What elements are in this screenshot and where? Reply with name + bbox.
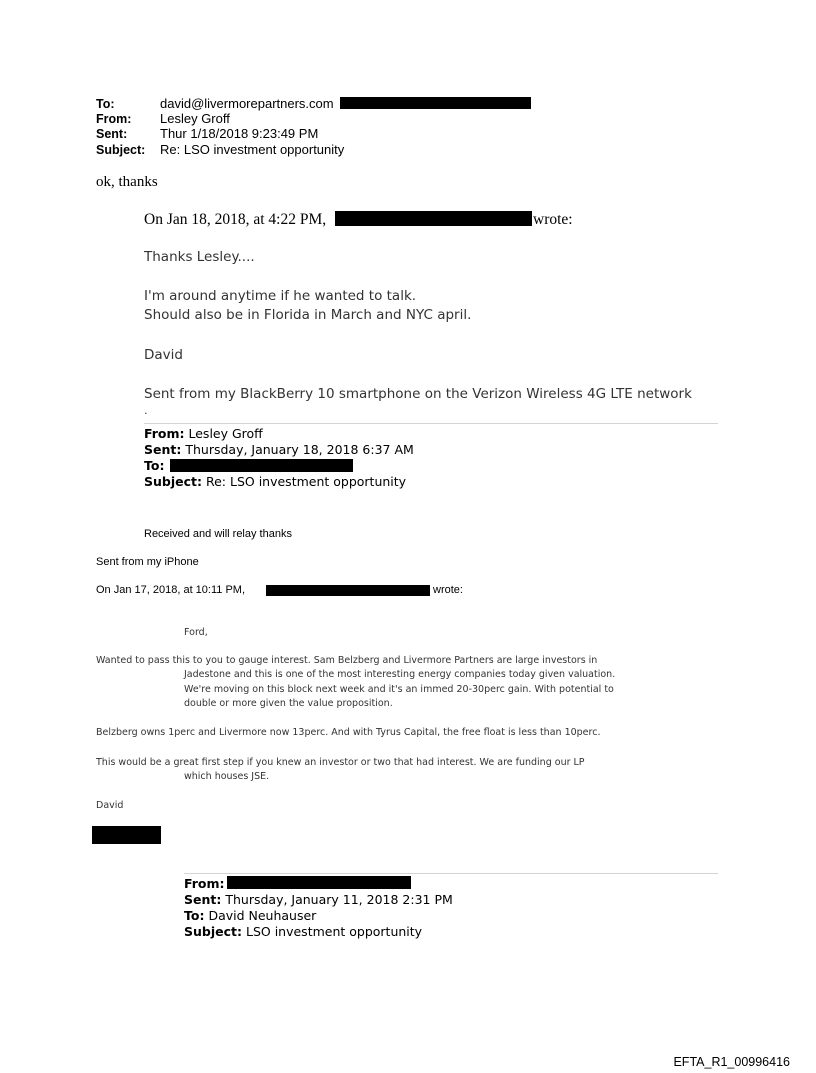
body-line: Wanted to pass this to you to gauge interest. Sam Belzberg and Livermore Partners are large investors in <box>96 655 598 666</box>
body-line: double or more given the value proposition. <box>184 698 393 709</box>
subject-label: Subject: <box>96 143 146 157</box>
body-line: Belzberg owns 1perc and Livermore now 13perc. And with Tyrus Capital, the free float is less than 10perc. <box>96 727 601 738</box>
redaction-bar <box>227 876 411 889</box>
quoted2-intro-suffix: wrote: <box>433 584 463 596</box>
forward1-subject <box>144 474 406 489</box>
sent-value: Thur 1/18/2018 9:23:49 PM <box>160 126 319 141</box>
quoted-line: Thanks Lesley.... <box>144 249 255 265</box>
received-line: Received and will relay thanks <box>144 528 292 540</box>
forward2-subject <box>184 924 422 939</box>
sent-label: Sent: <box>144 442 182 457</box>
forward2-to <box>184 908 316 923</box>
from-value: Lesley Groff <box>160 111 230 126</box>
forward2-from <box>184 876 225 891</box>
body-line: This would be a great first step if you knew an investor or two that had interest. We are funding our LP <box>96 757 585 768</box>
subject-label: Subject: <box>184 924 242 939</box>
body-line: We're moving on this block next week and it's an immed 20-30perc gain. With potential to <box>184 684 614 695</box>
divider <box>144 423 718 424</box>
dot: . <box>144 404 148 417</box>
greeting: Ford, <box>184 627 208 638</box>
from-label: From: <box>184 876 225 891</box>
subject-value: Re: LSO investment opportunity <box>160 142 345 157</box>
body-signature: David <box>96 800 124 811</box>
reply-body: ok, thanks <box>96 174 158 190</box>
sent-label: Sent: <box>96 127 128 141</box>
forward1-to <box>144 458 164 473</box>
forward1-sent <box>144 442 414 457</box>
to-label: To: <box>144 458 165 473</box>
redaction-bar <box>266 585 430 596</box>
quoted-line: I'm around anytime if he wanted to talk. <box>144 288 417 304</box>
forward2-sent <box>184 892 453 907</box>
redaction-bar <box>170 459 353 472</box>
divider <box>184 873 718 874</box>
document-id: EFTA_R1_00996416 <box>673 1055 790 1069</box>
redaction-bar <box>92 826 161 844</box>
sent-label: Sent: <box>184 892 222 907</box>
quoted-intro-prefix: On Jan 18, 2018, at 4:22 PM, <box>144 211 327 228</box>
body-line: Jadestone and this is one of the most interesting energy companies today given valuation. <box>184 669 616 680</box>
redaction-bar <box>340 97 531 109</box>
quoted-line: Should also be in Florida in March and NYC april. <box>144 307 472 323</box>
body-line: which houses JSE. <box>184 771 270 782</box>
to-label: To: <box>184 908 205 923</box>
sent-from-blackberry: Sent from my BlackBerry 10 smartphone on the Verizon Wireless 4G LTE network <box>144 386 692 402</box>
to-value: David Neuhauser <box>208 908 317 923</box>
subject-label: Subject: <box>144 474 202 489</box>
from-label: From: <box>96 112 132 126</box>
to-value: david@livermorepartners.com <box>160 96 334 111</box>
subject-value: Re: LSO investment opportunity <box>205 474 407 489</box>
subject-value: LSO investment opportunity <box>245 924 423 939</box>
quoted-intro-suffix: wrote: <box>533 211 573 228</box>
from-value: Lesley Groff <box>188 426 263 441</box>
quoted2-intro-prefix: On Jan 17, 2018, at 10:11 PM, <box>96 584 246 596</box>
quoted-signature: David <box>144 347 183 363</box>
sent-value: Thursday, January 11, 2018 2:31 PM <box>225 892 453 907</box>
forward1-from <box>144 426 263 441</box>
to-label: To: <box>96 97 115 111</box>
from-label: From: <box>144 426 185 441</box>
redaction-bar <box>335 211 532 226</box>
sent-from-iphone: Sent from my iPhone <box>96 556 199 568</box>
sent-value: Thursday, January 18, 2018 6:37 AM <box>185 442 414 457</box>
